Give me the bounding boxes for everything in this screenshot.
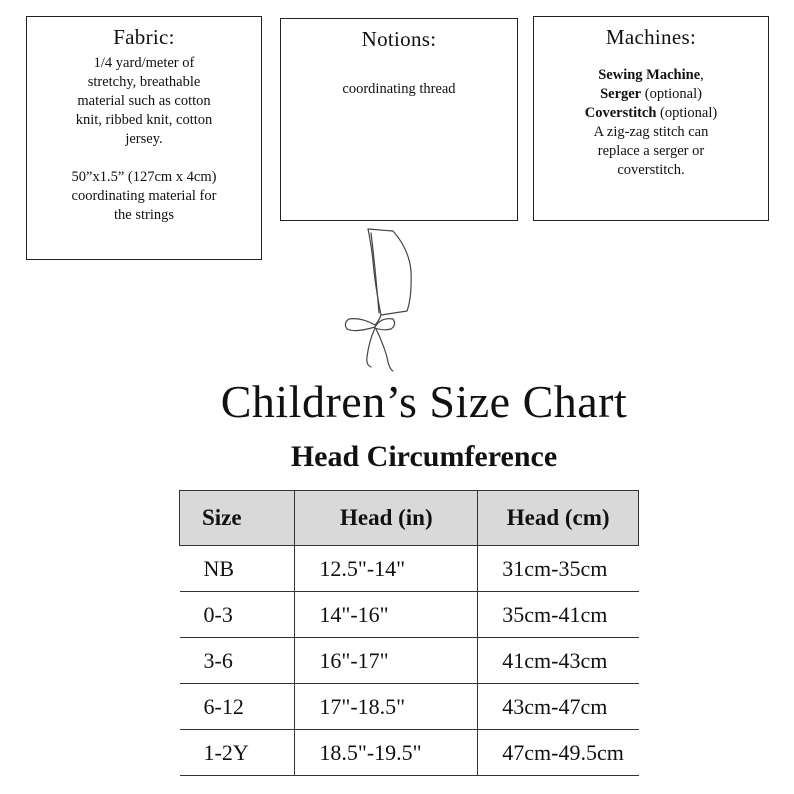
table-row	[180, 592, 639, 638]
notions-title: Notions:	[361, 27, 437, 51]
notions-box	[280, 18, 518, 221]
machines-line	[544, 104, 758, 123]
machines-line	[544, 66, 758, 85]
fabric-title: Fabric:	[113, 25, 175, 49]
size-cell: NB	[180, 546, 295, 592]
fabric-line: material such as cotton	[77, 93, 211, 109]
head-in-cell: 17"-18.5"	[295, 684, 478, 730]
machines-box	[533, 16, 769, 221]
machines-body	[534, 66, 768, 180]
header-size: Size	[180, 491, 295, 546]
fabric-line: jersey.	[125, 131, 163, 147]
head-cm-cell: 31cm-35cm	[478, 546, 639, 592]
header-head-in: Head (in)	[295, 491, 478, 546]
fabric-body	[27, 54, 261, 225]
size-cell: 1-2Y	[180, 730, 295, 776]
table-row	[180, 684, 639, 730]
comma: ,	[700, 67, 704, 83]
machines-line: replace a serger or	[597, 143, 705, 159]
bonnet-illustration-icon	[335, 225, 415, 375]
machines-line	[544, 85, 758, 104]
chart-title: Children’s Size Chart	[220, 376, 628, 427]
machines-line: A zig-zag stitch can	[593, 124, 709, 140]
size-cell: 3-6	[180, 638, 295, 684]
fabric-line: coordinating material for	[71, 188, 217, 204]
head-cm-cell: 43cm-47cm	[478, 684, 639, 730]
head-cm-cell: 41cm-43cm	[478, 638, 639, 684]
table-row	[180, 638, 639, 684]
fabric-line: 1/4 yard/meter of	[93, 55, 195, 71]
head-in-cell: 14"-16"	[295, 592, 478, 638]
coverstitch-note: (optional)	[656, 105, 718, 121]
machines-line: coverstitch.	[617, 162, 685, 178]
table-header-row	[180, 491, 639, 546]
head-cm-cell: 47cm-49.5cm	[478, 730, 639, 776]
head-in-cell: 18.5"-19.5"	[295, 730, 478, 776]
machines-title: Machines:	[605, 25, 697, 49]
notions-body: coordinating thread	[342, 81, 456, 97]
sewing-machine-label: Sewing Machine	[598, 67, 701, 83]
size-table	[179, 490, 639, 776]
fabric-line: stretchy, breathable	[87, 74, 201, 90]
size-cell: 6-12	[180, 684, 295, 730]
head-in-cell: 16"-17"	[295, 638, 478, 684]
head-in-cell: 12.5"-14"	[295, 546, 478, 592]
fabric-line: knit, ribbed knit, cotton	[75, 112, 213, 128]
chart-subtitle: Head Circumference	[290, 440, 558, 473]
head-cm-cell: 35cm-41cm	[478, 592, 639, 638]
serger-label: Serger	[600, 86, 642, 102]
table-row	[180, 730, 639, 776]
fabric-box	[26, 16, 262, 260]
fabric-line: the strings	[113, 207, 174, 223]
table-row	[180, 546, 639, 592]
fabric-line: 50”x1.5” (127cm x 4cm)	[71, 169, 217, 185]
coverstitch-label: Coverstitch	[584, 105, 657, 121]
size-cell: 0-3	[180, 592, 295, 638]
header-head-cm: Head (cm)	[478, 491, 639, 546]
serger-note: (optional)	[641, 86, 702, 102]
